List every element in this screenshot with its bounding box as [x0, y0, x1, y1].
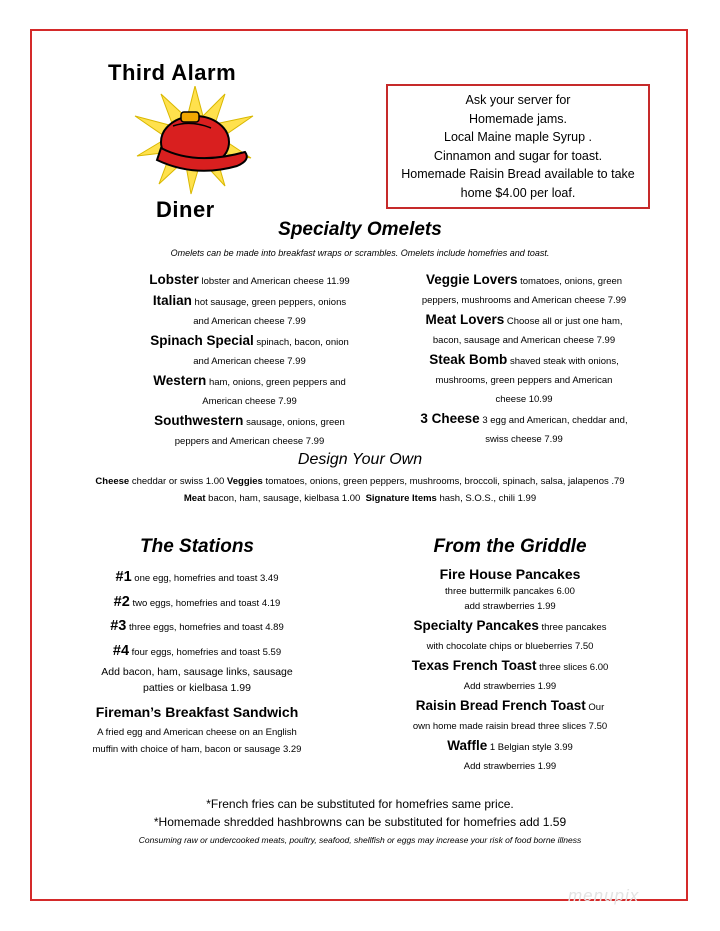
- notice-line: Local Maine maple Syrup .: [444, 130, 592, 145]
- food-safety-warning: Consuming raw or undercooked meats, poultry, seafood, shellfish or eggs may increase your risk of food borne illness: [138, 835, 582, 845]
- footer-line-2: *Homemade shredded hashbrowns can be substituted for homefries add 1.59: [153, 815, 567, 829]
- item-name: 3 Cheese: [420, 411, 480, 426]
- station-number: #4: [112, 642, 130, 659]
- item-desc: 3 egg and American, cheddar and,: [482, 415, 628, 426]
- item-name: Raisin Bread French Toast: [415, 698, 586, 713]
- item-name: Texas French Toast: [411, 658, 537, 673]
- item-name: Meat Lovers: [425, 312, 505, 327]
- sandwich-title: Fireman’s Breakfast Sandwich: [95, 704, 299, 720]
- raisin-bread-french-toast: [388, 696, 632, 736]
- item-desc: with chocolate chips or blueberries 7.50: [426, 641, 594, 652]
- station-number: #2: [113, 593, 130, 610]
- station-item: [80, 615, 314, 640]
- item-desc: 1 Belgian style 3.99: [489, 742, 573, 753]
- item-desc: ham, onions, green peppers and: [208, 377, 346, 388]
- item-desc: own home made raisin bread three slices 7.50: [412, 721, 608, 732]
- item-desc: three pancakes: [541, 622, 607, 633]
- item-name: Lobster: [149, 272, 199, 287]
- station-addon-line: Add bacon, ham, sausage links, sausage: [101, 666, 293, 678]
- station-addon: [80, 664, 314, 696]
- item-desc: spinach, bacon, onion: [256, 337, 349, 348]
- specialty-omelets-subtitle: Omelets can be made into breakfast wraps or scrambles. Omelets include homefries and toast.: [170, 248, 550, 258]
- item-name: Western: [153, 373, 207, 388]
- sandwich-desc-line: A fried egg and American cheese on an English: [97, 727, 297, 738]
- signature-items-text: hash, S.O.S., chili 1.99: [439, 493, 537, 504]
- griddle-desc-line: three buttermilk pancakes 6.00: [445, 586, 575, 597]
- item-name: Veggie Lovers: [425, 272, 518, 287]
- fire-helmet-icon: [133, 86, 258, 201]
- menu-item: [388, 310, 660, 350]
- cheese-text: cheddar or swiss 1.00: [131, 476, 225, 487]
- design-your-own-title: Design Your Own: [297, 451, 423, 468]
- station-desc: three eggs, homefries and toast 4.89: [129, 622, 284, 633]
- station-item: [80, 591, 314, 616]
- item-name: Waffle: [447, 738, 488, 753]
- item-desc: shaved steak with onions,: [509, 356, 619, 367]
- menu-item: [112, 331, 387, 371]
- stations-title: The Stations: [139, 536, 254, 557]
- item-desc: American cheese 7.99: [202, 396, 297, 407]
- notice-line: Homemade jams.: [469, 111, 567, 126]
- griddle-desc: [388, 584, 632, 614]
- stations-list: [80, 566, 314, 696]
- item-desc: three slices 6.00: [539, 662, 609, 673]
- specialty-pancakes: [388, 616, 632, 656]
- notice-line: Ask your server for: [465, 93, 571, 107]
- station-desc: one egg, homefries and toast 3.49: [134, 573, 279, 584]
- item-desc: Our: [588, 702, 605, 713]
- item-name: Steak Bomb: [429, 352, 508, 367]
- item-desc: sausage, onions, green: [246, 417, 345, 428]
- menu-item: [112, 291, 387, 331]
- item-desc: peppers and American cheese 7.99: [174, 436, 325, 447]
- menu-item: [388, 409, 660, 449]
- omelets-right-column: [388, 270, 660, 449]
- menu-item: [112, 371, 387, 411]
- item-desc: lobster and American cheese 11.99: [201, 276, 350, 287]
- menu-item: [112, 270, 387, 291]
- item-desc: peppers, mushrooms and American cheese 7.99: [421, 295, 627, 306]
- station-item: [80, 640, 314, 665]
- item-desc: Choose all or just one ham,: [506, 316, 623, 327]
- menu-item: [112, 411, 387, 451]
- waffle: [388, 736, 632, 776]
- station-item: [80, 566, 314, 591]
- sandwich-desc-line: muffin with choice of ham, bacon or sausage 3.29: [92, 744, 302, 755]
- cheese-label: Cheese: [95, 476, 130, 487]
- texas-french-toast: [388, 656, 632, 696]
- design-line-2: [0, 489, 720, 508]
- griddle-list: [388, 564, 632, 776]
- notice-line: home $4.00 per loaf.: [460, 185, 576, 200]
- veggies-text: tomatoes, onions, green peppers, mushrooms, broccoli, spinach, salsa, jalapenos .79: [265, 476, 625, 487]
- notice-box: [386, 84, 650, 209]
- veggies-label: Veggies: [226, 476, 263, 487]
- item-desc: swiss cheese 7.99: [485, 434, 563, 445]
- station-number: #3: [110, 618, 127, 634]
- item-desc: Add strawberries 1.99: [463, 761, 557, 772]
- item-name: Spinach Special: [150, 333, 254, 348]
- item-desc: cheese 10.99: [495, 394, 553, 405]
- griddle-title: From the Griddle: [433, 536, 587, 557]
- item-desc: hot sausage, green peppers, onions: [194, 297, 347, 308]
- meat-label: Meat: [183, 493, 206, 504]
- item-desc: bacon, sausage and American cheese 7.99: [432, 335, 616, 346]
- item-name: Italian: [152, 293, 192, 308]
- logo-title-bottom: Diner: [156, 197, 215, 222]
- sandwich-desc: [70, 724, 324, 758]
- meat-text: bacon, ham, sausage, kielbasa 1.00: [208, 493, 361, 504]
- notice-line: Homemade Raisin Bread available to take: [401, 167, 635, 182]
- watermark: menupix: [568, 886, 640, 905]
- logo-title-top: Third Alarm: [108, 60, 237, 85]
- signature-items-label: Signature Items: [365, 493, 437, 504]
- menu-item: [388, 270, 660, 310]
- menu-item: [388, 350, 660, 409]
- item-name: Specialty Pancakes: [413, 618, 539, 633]
- station-number: #1: [115, 569, 132, 585]
- fire-house-pancakes-title: Fire House Pancakes: [439, 566, 581, 582]
- item-desc: mushrooms, green peppers and American: [435, 375, 613, 386]
- notice-line: Cinnamon and sugar for toast.: [433, 148, 603, 163]
- footer-line-1: *French fries can be substituted for homefries same price.: [206, 797, 514, 811]
- station-addon-line: patties or kielbasa 1.99: [143, 682, 251, 694]
- item-desc: Add strawberries 1.99: [463, 681, 557, 692]
- griddle-desc-line: add strawberries 1.99: [464, 601, 556, 612]
- specialty-omelets-title: Specialty Omelets: [278, 219, 442, 240]
- item-name: Southwestern: [154, 413, 244, 428]
- station-desc: four eggs, homefries and toast 5.59: [131, 646, 282, 658]
- omelets-left-column: [112, 270, 387, 451]
- item-desc: and American cheese 7.99: [193, 316, 306, 327]
- item-desc: tomatoes, onions, green: [520, 276, 623, 287]
- station-desc: two eggs, homefries and toast 4.19: [132, 597, 281, 609]
- item-desc: and American cheese 7.99: [193, 356, 306, 367]
